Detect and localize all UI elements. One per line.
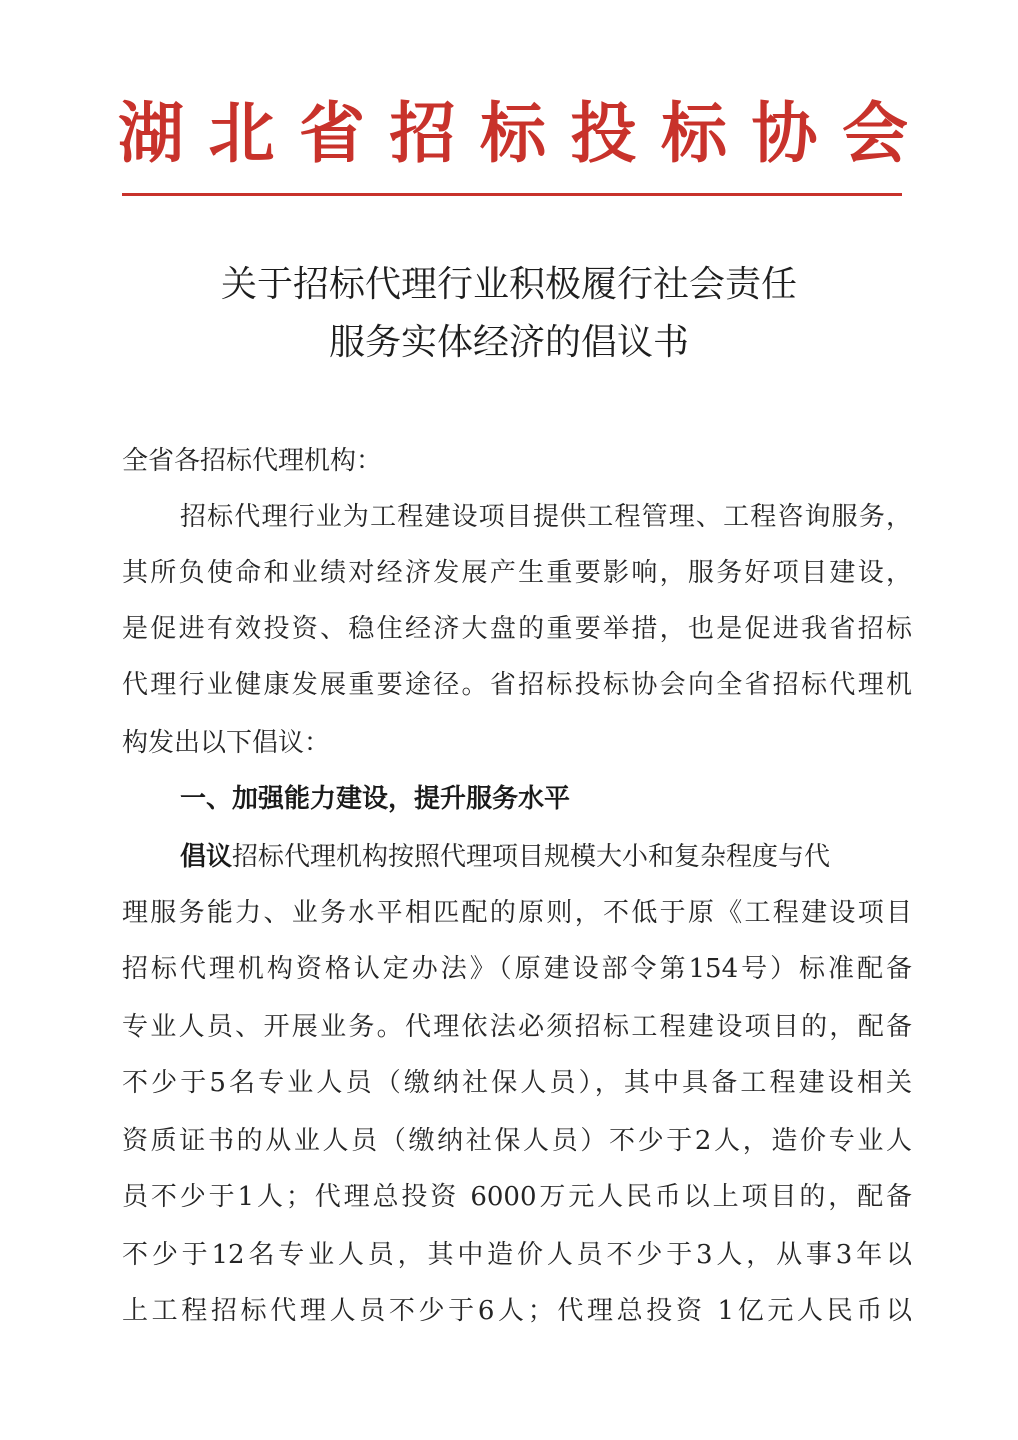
- document-title-line-1: 关于招标代理行业积极履行社会责任: [220, 264, 797, 305]
- letterhead-char: 标: [480, 94, 546, 172]
- section-1-line-5: 资质证书的从业人员（缴纳社保人员）不少于2人，造价专业人: [122, 1126, 912, 1156]
- section-1-line-7: 不少于12名专业人员，其中造价人员不少于3人，从事3年以: [122, 1240, 912, 1270]
- intro-line-4: 代理行业健康发展重要途径。省招标投标协会向全省招标代理机: [122, 670, 912, 700]
- section-heading-1: 一、加强能力建设，提升服务水平: [180, 784, 571, 814]
- section-1-line-3: 专业人员、开展业务。代理依法必须招标工程建设项目的，配备: [122, 1012, 912, 1042]
- intro-line-1: 招标代理行业为工程建设项目提供工程管理、工程咨询服务，: [180, 502, 912, 532]
- section-1-lead-line: [180, 842, 880, 872]
- letterhead-char: 湖: [118, 94, 184, 172]
- letterhead-char: 北: [208, 94, 275, 172]
- letterhead-org-name: [118, 88, 908, 178]
- section-1-lead-bold: 倡议: [180, 842, 233, 872]
- section-1-line-1: 理服务能力、业务水平相匹配的原则，不低于原《工程建设项目: [122, 898, 912, 928]
- section-1-line-4: 不少于5名专业人员（缴纳社保人员），其中具备工程建设相关: [122, 1068, 912, 1098]
- letterhead-char: 标: [661, 94, 727, 172]
- section-1-line-8: 上工程招标代理人员不少于6人；代理总投资 1亿元人民币以: [122, 1296, 912, 1326]
- letterhead-char: 省: [299, 94, 365, 172]
- salutation: 全省各招标代理机构：: [122, 446, 383, 476]
- letterhead-char: 招: [389, 94, 456, 172]
- document-title-line-2: 服务实体经济的倡议书: [328, 322, 689, 363]
- letterhead-red-rule: [122, 193, 902, 196]
- letterhead-char: 投: [570, 94, 637, 172]
- intro-line-3: 是促进有效投资、稳住经济大盘的重要举措，也是促进我省招标: [122, 614, 912, 644]
- intro-line-5: 构发出以下倡议：: [122, 728, 331, 758]
- letterhead-char: 协: [751, 94, 818, 172]
- section-1-line-2: 招标代理机构资格认定办法》（原建设部令第154号）标准配备: [122, 954, 912, 984]
- letterhead-char: 会: [842, 94, 908, 172]
- intro-line-2: 其所负使命和业绩对经济发展产生重要影响，服务好项目建设，: [122, 558, 912, 588]
- section-1-line-6: 员不少于1人；代理总投资 6000万元人民币以上项目的，配备: [122, 1182, 912, 1212]
- section-1-lead-rest: 招标代理机构按照代理项目规模大小和复杂程度与代: [232, 842, 831, 872]
